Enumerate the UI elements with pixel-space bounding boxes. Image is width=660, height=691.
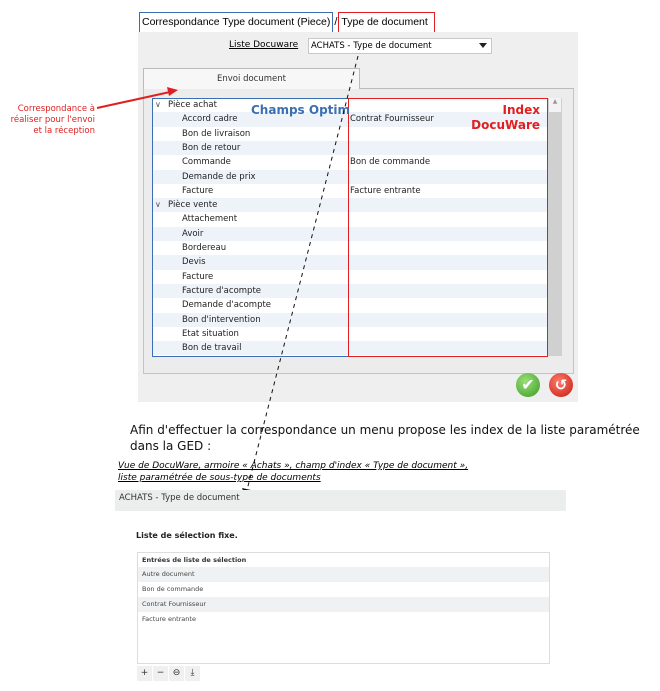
tab-envoi-document[interactable]: Envoi document: [143, 68, 360, 89]
index-value[interactable]: Facture entrante: [350, 185, 421, 196]
champ-label: Facture: [182, 271, 214, 282]
cancel-button[interactable]: ↺: [549, 373, 573, 397]
annotation-text: Correspondance à réaliser pour l'envoi et la réception: [10, 104, 95, 136]
champ-label: Accord cadre: [182, 114, 238, 125]
champ-label: Demande d'acompte: [182, 300, 272, 311]
header-left-title: Correspondance Type document (Piece): [139, 12, 333, 33]
validate-button[interactable]: ✔: [516, 373, 540, 397]
list-item[interactable]: Autre document: [138, 567, 549, 582]
index-value[interactable]: Contrat Fournisseur: [350, 114, 434, 125]
red-arrow-line: [97, 92, 170, 108]
champ-label: Pièce vente: [168, 200, 218, 211]
docuware-subtitle: Liste de sélection fixe.: [136, 531, 238, 540]
champs-optim-label: Champs Optim: [251, 103, 351, 117]
caption: [118, 460, 468, 484]
header-separator: /: [334, 16, 338, 28]
list-item[interactable]: Bon de commande: [142, 585, 204, 593]
index-value[interactable]: Bon de commande: [350, 157, 431, 168]
header-right-title: Type de document: [338, 12, 434, 33]
select-value: ACHATS - Type de document: [311, 41, 432, 51]
champ-label: Devis: [182, 257, 206, 268]
download-icon[interactable]: ⤓: [185, 666, 201, 681]
champ-label: Pièce achat: [168, 100, 217, 110]
champ-label: Bon d'intervention: [182, 314, 261, 325]
index-line1: Index: [502, 103, 540, 117]
champ-label: Attachement: [182, 214, 238, 225]
champ-label: Bon de travail: [182, 343, 242, 354]
caption-line1: Vue de DocuWare, armoire « Achats », champ d'index « Type de document »,: [118, 461, 469, 471]
list-item[interactable]: Contrat Fournisseur: [138, 597, 549, 612]
remove-icon[interactable]: −: [153, 666, 169, 681]
chevron-down-icon[interactable]: ∨: [155, 100, 161, 109]
champ-label: Etat situation: [182, 328, 239, 339]
champ-label: Facture: [182, 185, 214, 196]
docuware-title: ACHATS - Type de document: [115, 490, 566, 511]
red-arrowhead-icon: [167, 87, 178, 96]
index-line2: DocuWare: [471, 118, 540, 132]
champ-label: Demande de prix: [182, 171, 256, 182]
clear-icon[interactable]: ⊖: [169, 666, 185, 681]
liste-docuware-label: Liste Docuware: [229, 40, 299, 50]
list-item[interactable]: Facture entrante: [142, 615, 196, 623]
champ-label: Bon de livraison: [182, 128, 251, 139]
champ-label: Facture d'acompte: [182, 285, 262, 296]
champ-label: Bon de retour: [182, 142, 241, 153]
list-toolbar: [137, 666, 201, 681]
add-icon[interactable]: +: [137, 666, 153, 681]
caption-line2: liste paramétrée de sous-type de documents: [118, 473, 321, 483]
explanation-paragraph: Afin d'effectuer la correspondance un menu propose les index de la liste paramétrée dans la GED :: [130, 423, 640, 453]
champ-label: Commande: [182, 157, 231, 168]
chevron-down-icon[interactable]: ∨: [155, 200, 161, 210]
scroll-up-icon[interactable]: ▲: [549, 98, 561, 112]
champ-label: Bordereau: [182, 243, 227, 253]
docuware-selection-list: [137, 552, 550, 664]
champ-label: Avoir: [182, 228, 204, 239]
list-header: Entrées de liste de sélection: [142, 556, 247, 564]
